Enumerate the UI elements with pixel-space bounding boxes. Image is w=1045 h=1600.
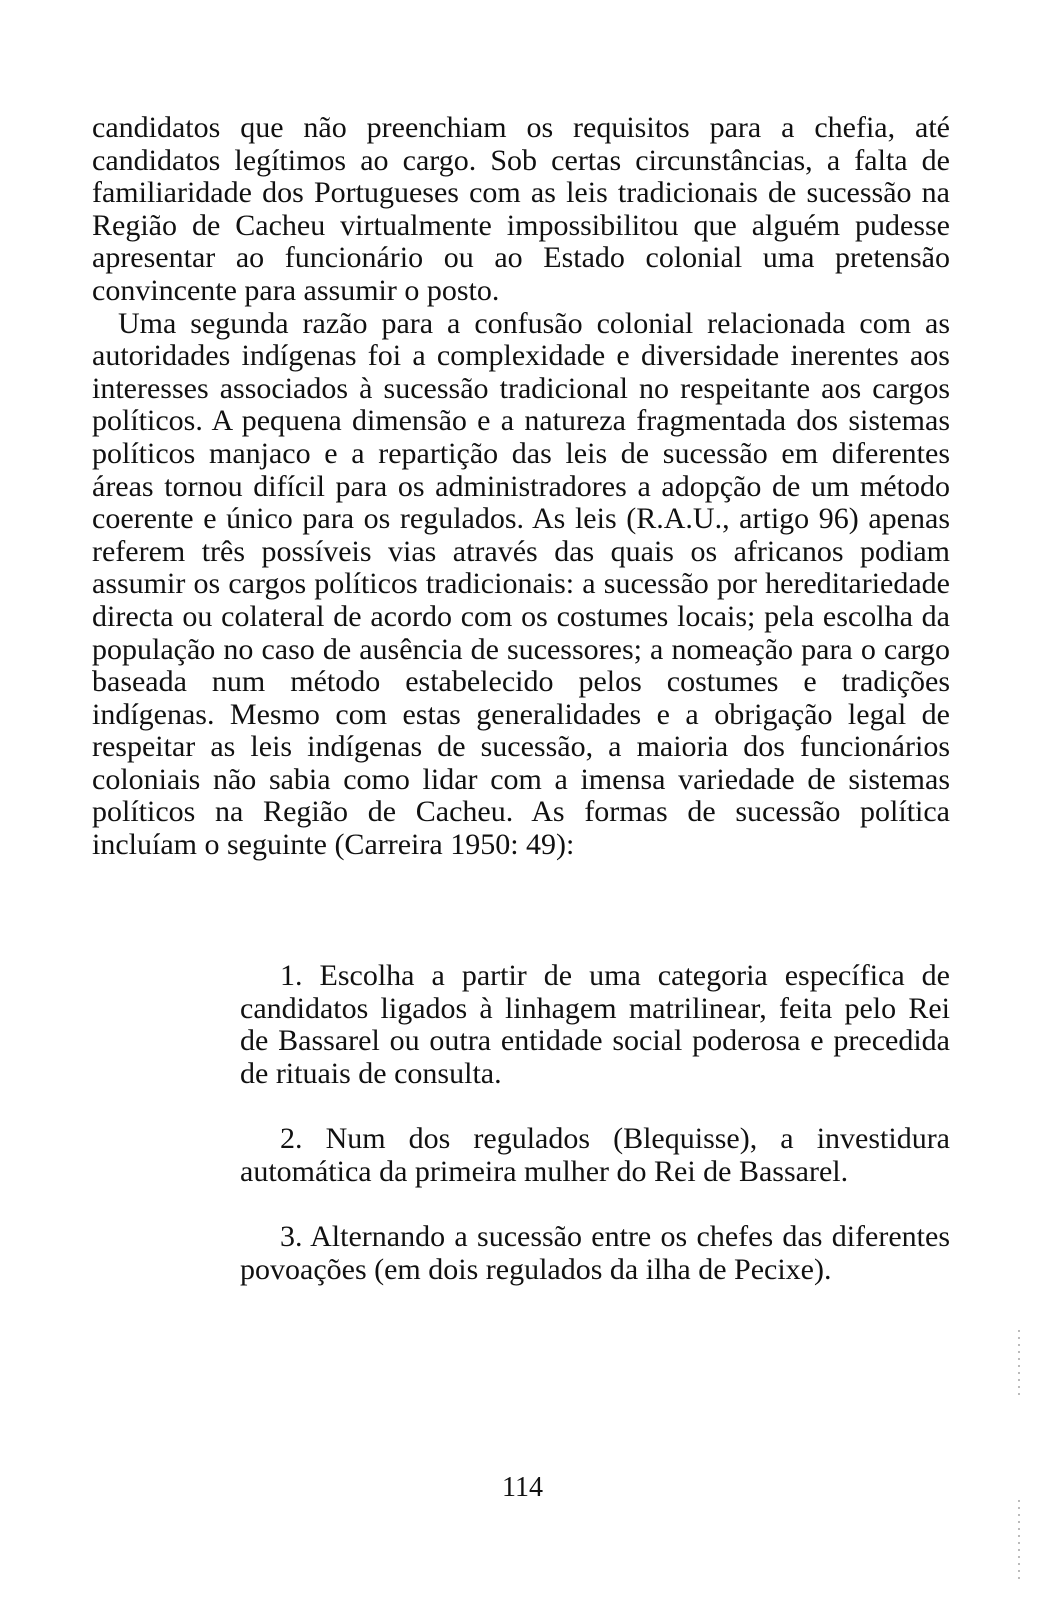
body-text bbox=[92, 112, 950, 862]
scan-edge-mark bbox=[1018, 1500, 1020, 1580]
list-item-3: 3. Alternando a sucessão entre os chefes das diferentes povoações (em dois regulados da ilha de Pecixe). bbox=[240, 1220, 950, 1286]
scan-edge-mark bbox=[1018, 1330, 1020, 1400]
paragraph-continuation: candidatos que não preenchiam os requisitos para a chefia, até candidatos legítimos ao cargo. Sob certas circunstâncias, a falta de familiaridade dos Portugueses com as leis tradicionais de sucessão na Região de Cacheu virtualmente impossibilitou que alguém pudesse apresentar ao funcionário ou ao Estado colonial uma pretensão convincente para assumir o posto. bbox=[92, 111, 950, 307]
list-item-1: 1. Escolha a partir de uma categoria específica de candidatos ligados à linhagem matrilinear, feita pelo Rei de Bassarel ou outra entidade social poderosa e precedida de rituais de consulta. bbox=[240, 959, 950, 1090]
list-item-2: 2. Num dos regulados (Blequisse), a investidura automática da primeira mulher do Rei de Bassarel. bbox=[240, 1122, 950, 1188]
paragraph-succession-reasons: Uma segunda razão para a confusão colonial relacionada com as autoridades indígenas foi a complexidade e diversidade inerentes aos interesses associados à sucessão tradicional no respeitante aos cargos políticos. A pequena dimensão e a natureza fragmentada dos sistemas políticos manjaco e a repartição das leis de sucessão em diferentes áreas tornou difícil para os administradores a adopção de um método coerente e único para os regulados. As leis (R.A.U., artigo 96) apenas referem três possíveis vias através das quais os africanos podiam assumir os cargos políticos tradicionais: a sucessão por hereditariedade directa ou colateral de acordo com os costumes locais; pela escolha da população no caso de ausência de sucessores; a nomeação para o cargo baseada num método estabelecido pelos costumes e tradições indígenas. Mesmo com estas generalidades e a obrigação legal de respeitar as leis indígenas de sucessão, a maioria dos funcionários coloniais não sabia como lidar com a imensa variedade de sistemas políticos na Região de Cacheu. As formas de sucessão política incluíam o seguinte (Carreira 1950: 49): bbox=[92, 306, 950, 862]
page-number: 114 bbox=[502, 1472, 543, 1503]
